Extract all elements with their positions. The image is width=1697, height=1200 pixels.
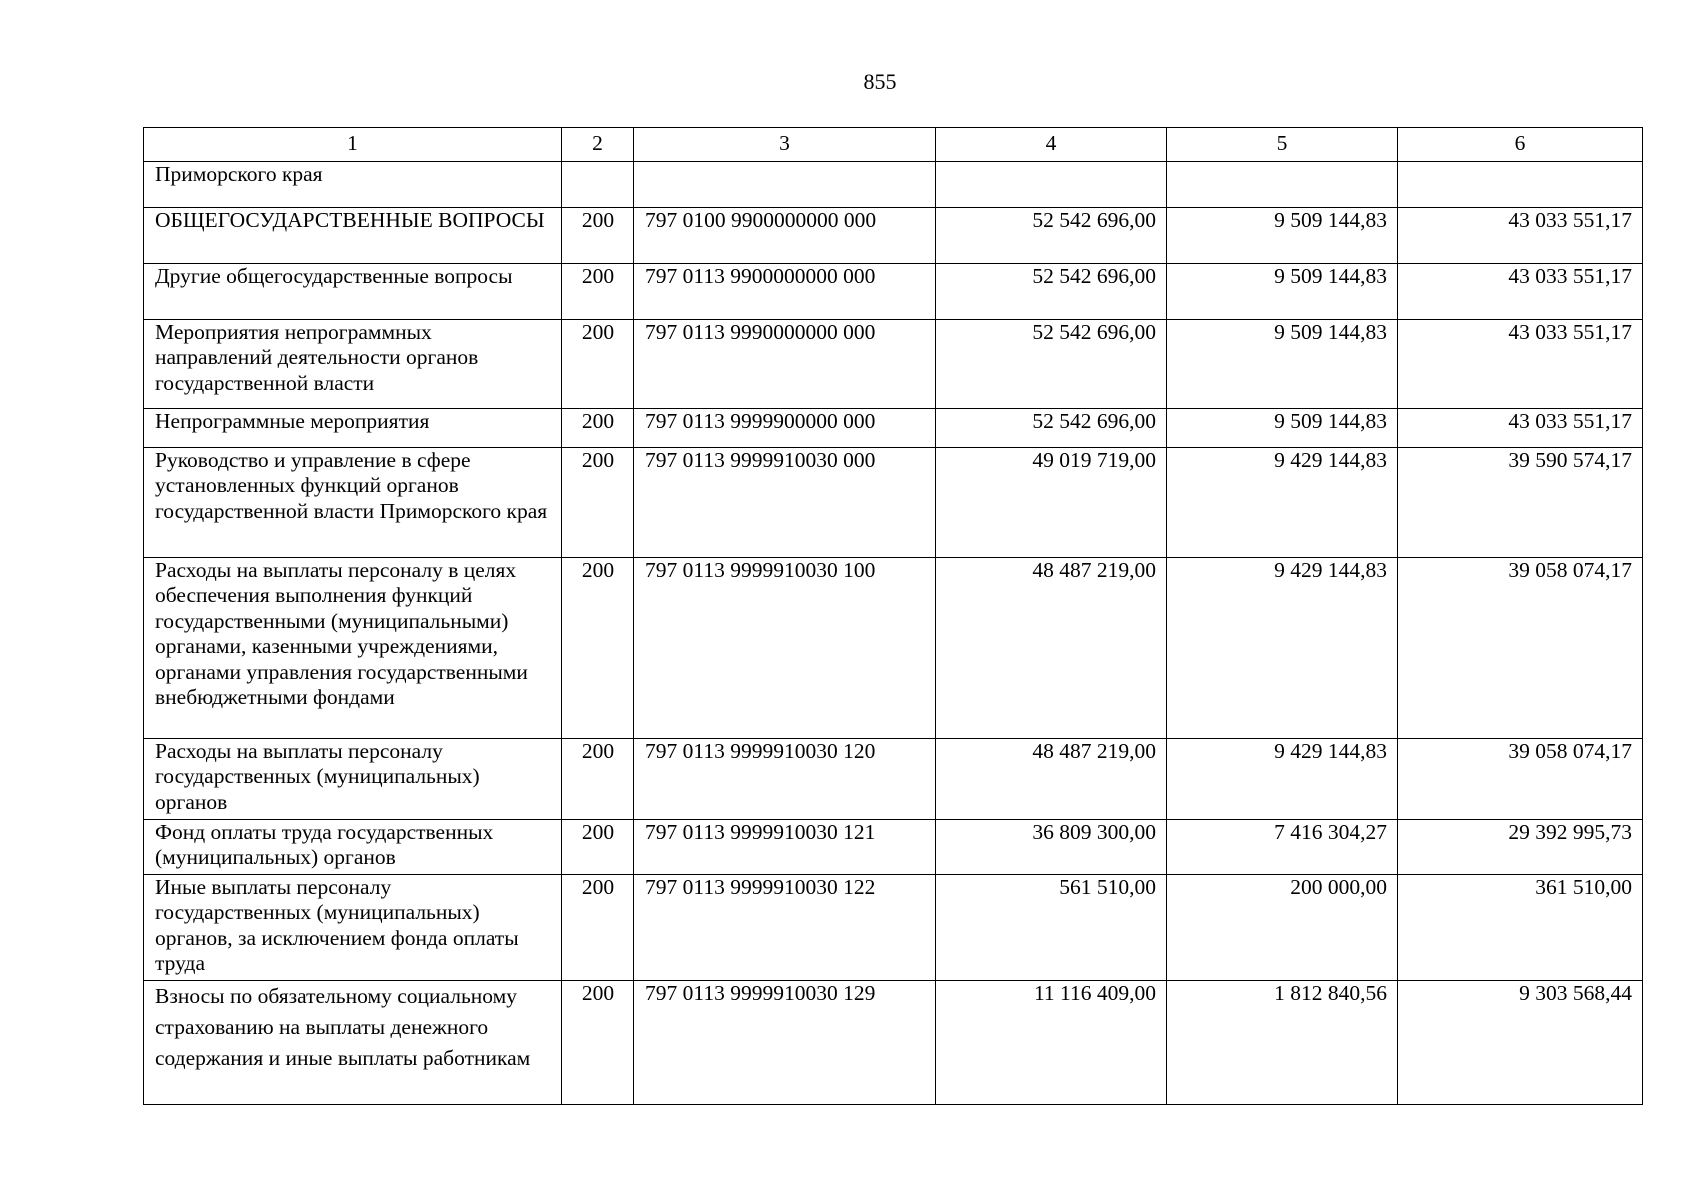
row-value-6: 43 033 551,17 [1398, 408, 1643, 447]
row-value-5: 9 509 144,83 [1167, 263, 1398, 319]
row-value-4: 52 542 696,00 [936, 408, 1167, 447]
row-value-5 [1167, 161, 1398, 207]
row-value-6: 43 033 551,17 [1398, 263, 1643, 319]
row-name: Расходы на выплаты персоналу государственных (муниципальных) органов [144, 738, 562, 819]
column-header-3: 3 [634, 128, 936, 162]
row-code: 200 [562, 980, 634, 1104]
row-value-4: 561 510,00 [936, 874, 1167, 980]
row-value-6 [1398, 161, 1643, 207]
row-kbk: 797 0113 9999910030 122 [634, 874, 936, 980]
row-kbk: 797 0113 9999910030 000 [634, 447, 936, 557]
row-value-5: 7 416 304,27 [1167, 819, 1398, 874]
row-code: 200 [562, 819, 634, 874]
table-row [144, 980, 1643, 1104]
table-row [144, 263, 1643, 319]
row-value-4: 52 542 696,00 [936, 319, 1167, 408]
table-row [144, 738, 1643, 819]
table-row [144, 319, 1643, 408]
row-value-4: 49 019 719,00 [936, 447, 1167, 557]
row-value-6: 43 033 551,17 [1398, 319, 1643, 408]
row-value-4 [936, 161, 1167, 207]
row-kbk: 797 0113 9999910030 120 [634, 738, 936, 819]
row-value-4: 52 542 696,00 [936, 263, 1167, 319]
row-name: ОБЩЕГОСУДАРСТВЕННЫЕ ВОПРОСЫ [144, 207, 562, 263]
row-kbk: 797 0113 9999910030 129 [634, 980, 936, 1104]
row-code: 200 [562, 408, 634, 447]
row-value-4: 48 487 219,00 [936, 557, 1167, 738]
table-row [144, 207, 1643, 263]
row-code: 200 [562, 319, 634, 408]
column-header-1: 1 [144, 128, 562, 162]
header-row [144, 128, 1643, 162]
row-kbk: 797 0113 9999910030 100 [634, 557, 936, 738]
row-value-6: 39 058 074,17 [1398, 557, 1643, 738]
row-kbk: 797 0113 9999910030 121 [634, 819, 936, 874]
row-kbk: 797 0113 9999900000 000 [634, 408, 936, 447]
row-kbk: 797 0100 9900000000 000 [634, 207, 936, 263]
table-row [144, 557, 1643, 738]
budget-table [143, 127, 1643, 1105]
row-name: Руководство и управление в сфере установленных функций органов государственной власти Приморского края [144, 447, 562, 557]
row-name: Фонд оплаты труда государственных (муниципальных) органов [144, 819, 562, 874]
table-row [144, 874, 1643, 980]
row-name: Расходы на выплаты персоналу в целях обеспечения выполнения функций государственными (муниципальными) органами, казенными учреждениями, органами управления государственными внебюджетными фондами [144, 557, 562, 738]
table-row [144, 161, 1643, 207]
row-code: 200 [562, 447, 634, 557]
page-number: 855 [863, 69, 897, 94]
row-value-5: 9 509 144,83 [1167, 408, 1398, 447]
row-value-6: 43 033 551,17 [1398, 207, 1643, 263]
row-name: Мероприятия непрограммных направлений деятельности органов государственной власти [144, 319, 562, 408]
row-name: Непрограммные мероприятия [144, 408, 562, 447]
row-value-4: 48 487 219,00 [936, 738, 1167, 819]
row-value-4: 11 116 409,00 [936, 980, 1167, 1104]
column-header-6: 6 [1398, 128, 1643, 162]
row-code: 200 [562, 738, 634, 819]
table-row [144, 447, 1643, 557]
row-value-5: 9 509 144,83 [1167, 207, 1398, 263]
row-kbk: 797 0113 9900000000 000 [634, 263, 936, 319]
row-value-6: 361 510,00 [1398, 874, 1643, 980]
column-header-2: 2 [562, 128, 634, 162]
row-value-5: 200 000,00 [1167, 874, 1398, 980]
row-value-6: 29 392 995,73 [1398, 819, 1643, 874]
row-value-4: 36 809 300,00 [936, 819, 1167, 874]
row-name: Взносы по обязательному социальному страхованию на выплаты денежного содержания и иные выплаты работникам [144, 980, 562, 1104]
row-name: Другие общегосударственные вопросы [144, 263, 562, 319]
table-row [144, 819, 1643, 874]
row-value-5: 9 429 144,83 [1167, 738, 1398, 819]
row-value-6: 39 590 574,17 [1398, 447, 1643, 557]
row-code [562, 161, 634, 207]
column-header-4: 4 [936, 128, 1167, 162]
row-code: 200 [562, 557, 634, 738]
row-value-5: 9 429 144,83 [1167, 447, 1398, 557]
table-row [144, 408, 1643, 447]
row-value-5: 9 509 144,83 [1167, 319, 1398, 408]
row-kbk: 797 0113 9990000000 000 [634, 319, 936, 408]
row-value-4: 52 542 696,00 [936, 207, 1167, 263]
row-kbk [634, 161, 936, 207]
column-header-5: 5 [1167, 128, 1398, 162]
row-name: Иные выплаты персоналу государственных (муниципальных) органов, за исключением фонда оплаты труда [144, 874, 562, 980]
row-value-6: 9 303 568,44 [1398, 980, 1643, 1104]
row-value-5: 1 812 840,56 [1167, 980, 1398, 1104]
row-value-5: 9 429 144,83 [1167, 557, 1398, 738]
row-code: 200 [562, 874, 634, 980]
row-code: 200 [562, 263, 634, 319]
row-code: 200 [562, 207, 634, 263]
row-name: Приморского края [144, 161, 562, 207]
row-value-6: 39 058 074,17 [1398, 738, 1643, 819]
